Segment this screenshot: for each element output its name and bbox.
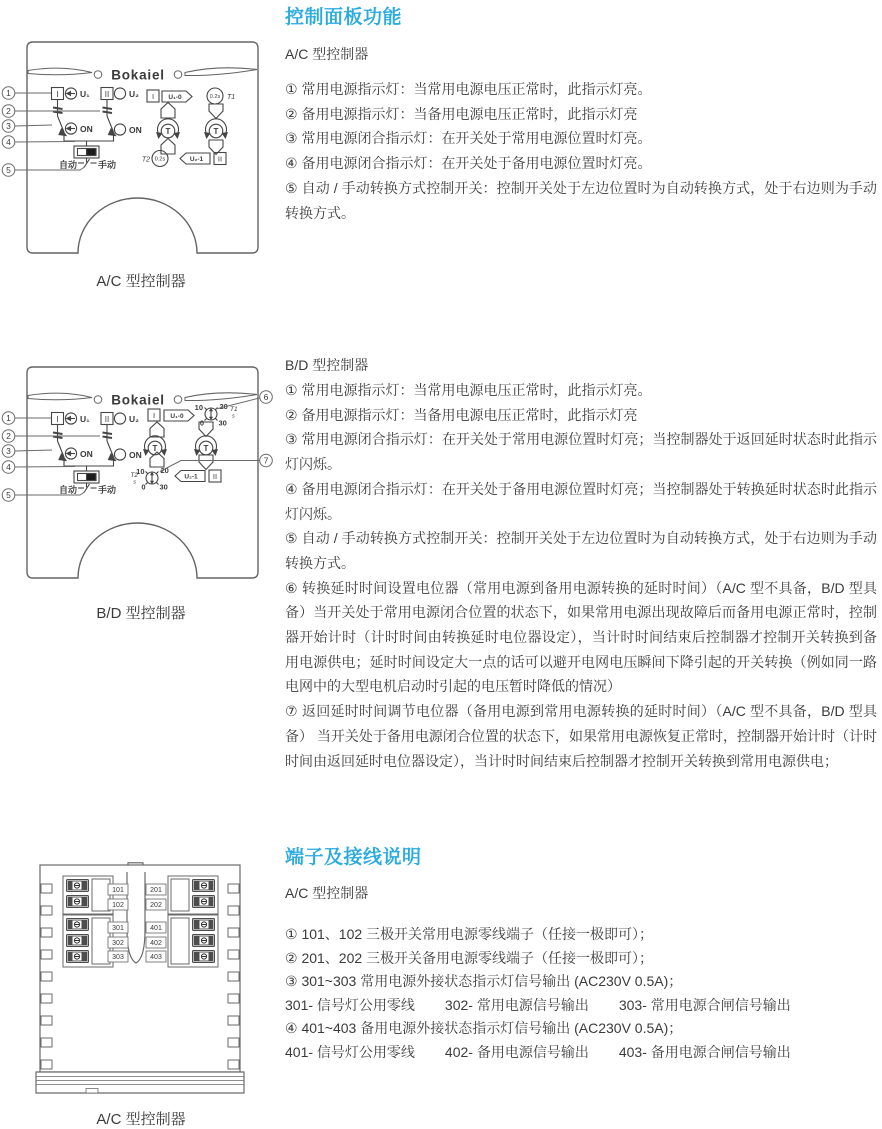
ac-item-2: ② 备用电源指示灯：当备用电源电压正常时，此指示灯亮 xyxy=(285,105,638,122)
on1-label: ON xyxy=(80,123,93,134)
t1-unit-label: s xyxy=(232,413,235,420)
figure-bd-panel xyxy=(0,365,282,623)
terminal-303: 303 xyxy=(112,954,124,961)
pos2-label: II xyxy=(104,414,110,424)
terminal-202: 202 xyxy=(150,902,162,909)
dial1-20: 20 xyxy=(219,402,228,411)
screw-terminal xyxy=(192,934,215,947)
u1-label: U₁ xyxy=(80,413,90,424)
terminal-401: 401 xyxy=(150,925,162,932)
screw-terminal xyxy=(192,918,215,931)
on2-label: ON xyxy=(129,449,142,460)
dial2-30: 30 xyxy=(159,482,168,492)
wiring-402: 402- 备用电源信号输出 xyxy=(444,1043,589,1060)
ac-item-4: ④ 备用电源闭合指示灯：在开关处于备用电源位置时灯亮。 xyxy=(285,155,652,172)
section-wiring xyxy=(285,842,877,1064)
on2-label: ON xyxy=(129,124,142,135)
wiring-301: 301- 信号灯公用零线 xyxy=(285,996,415,1013)
pos1-label: I xyxy=(56,89,59,99)
pos2-small-label: II xyxy=(212,472,218,481)
bd-subtitle: B/D 型控制器 xyxy=(285,357,369,373)
pos2-small-label: II xyxy=(217,154,223,164)
bd-item-7: ⑦ 返回延时时间调节电位器（备用电源到常用电源转换的延时时间）（A/C 型不具备，B/D 型具备） 当开关处于备用电源闭合位置的状态下，如果常用电源恢复正常时，控制器开始计时（计时时间由返回延时电位器设定），当计时时间结束后控制器才控制开关转换到常用电源供电； xyxy=(285,703,877,769)
screw-terminal xyxy=(192,879,215,892)
u2-label: U₂ xyxy=(129,88,139,99)
wiring-title: 端子及接线说明 xyxy=(285,847,422,868)
terminal-302: 302 xyxy=(112,940,124,947)
bd-panel-diagram xyxy=(0,365,282,587)
dial1-10: 10 xyxy=(194,403,203,412)
callout-1: 1 xyxy=(6,413,11,423)
dial1-0: 0 xyxy=(199,418,204,428)
wiring-item-4: ④ 401~403 备用电源外接状态指示灯信号输出 (AC230V 0.5A)； xyxy=(285,1020,683,1036)
pos1-small-label: I xyxy=(151,92,155,101)
ac-item-1: ① 常用电源指示灯：当常用电源电压正常时，此指示灯亮。 xyxy=(285,81,652,97)
wiring-302: 302- 常用电源信号输出 xyxy=(444,996,589,1013)
u2-1-label: U₂-1 xyxy=(184,473,198,481)
callout-7: 7 xyxy=(263,455,269,466)
callout-4: 4 xyxy=(6,462,11,472)
u1-label: U₁ xyxy=(80,88,90,99)
page-title: 控制面板功能 xyxy=(285,7,403,28)
ac-item-list xyxy=(285,77,877,225)
pos2-label: II xyxy=(104,89,110,99)
figure-ac-panel xyxy=(0,40,282,291)
wiring-item-2: ② 201、202 三极开关备用电源零线端子（任接一极即可）； xyxy=(285,949,654,966)
wiring-item-1: ① 101、102 三极开关常用电源零线端子（任接一极即可）； xyxy=(285,926,654,942)
manual-label: 手动 xyxy=(98,160,117,170)
wiring-303: 303- 常用电源合闸信号输出 xyxy=(618,996,791,1013)
brand-label: Bokaiel xyxy=(111,392,165,408)
dial2-10: 10 xyxy=(136,467,145,476)
terminal-101: 101 xyxy=(112,887,124,894)
ac-subtitle: A/C 型控制器 xyxy=(285,46,369,62)
screw-terminal xyxy=(66,950,89,963)
auto-label: 自动 xyxy=(58,485,77,495)
callout-2: 2 xyxy=(6,106,11,116)
section-panel-functions xyxy=(285,2,877,225)
terminal-201: 201 xyxy=(150,887,162,894)
screw-terminal xyxy=(66,879,89,892)
wiring-403: 403- 备用电源合闸信号输出 xyxy=(618,1043,791,1060)
bd-item-1: ① 常用电源指示灯：当常用电源电压正常时，此指示灯亮。 xyxy=(285,382,652,398)
bd-item-2: ② 备用电源指示灯：当备用电源电压正常时，此指示灯亮 xyxy=(285,406,638,423)
bd-panel-caption: B/D 型控制器 xyxy=(96,605,186,622)
wiring-item-3: ③ 301~303 常用电源外接状态指示灯信号输出 (AC230V 0.5A)； xyxy=(285,973,683,989)
wiring-row-300 xyxy=(285,994,877,1018)
bd-item-6: ⑥ 转换延时时间设置电位器（常用电源到备用电源转换的延时时间）（A/C 型不具备，B/D 型具备）当开关处于常用电源闭合位置的状态下，如果常用电源出现故障后而备用电源正常时，控制器开始计时（计时时间由转换延时电位器设定），当计时时间结束后控制器才控制开关转换到备用电源供电；延时时间设定大一点的话可以避开电网电压瞬间下降引起的开关转换（例如同一路电网中的大型电机启动时引起的电压暂时降低的情况） xyxy=(285,579,877,695)
callout-3: 3 xyxy=(6,121,11,131)
wiring-subtitle: A/C 型控制器 xyxy=(285,885,369,901)
terminal-caption: A/C 型控制器 xyxy=(96,1111,186,1128)
bd-item-5: ⑤ 自动 / 手动转换方式控制开关：控制开关处于左边位置时为自动转换方式，处于右边则为手动转换方式。 xyxy=(285,530,877,571)
u2-label: U₂ xyxy=(129,413,139,424)
terminal-403: 403 xyxy=(150,954,162,961)
u2-1-label: U₂-1 xyxy=(189,156,204,163)
callout-6: 6 xyxy=(263,392,269,402)
t-dial-right-label: T xyxy=(203,444,209,453)
t2-label: T2 xyxy=(130,472,138,479)
wiring-row-400 xyxy=(285,1041,877,1065)
figure-terminals xyxy=(0,862,282,1129)
t-dial-left-label: T xyxy=(152,444,158,453)
t2-label: T2 xyxy=(141,156,150,164)
terminal-diagram xyxy=(0,862,282,1095)
t2-unit-label: s xyxy=(133,479,136,486)
terminal-102: 102 xyxy=(112,902,124,909)
screw-terminal xyxy=(192,895,215,908)
screw-terminal xyxy=(192,950,215,963)
u1-0-label: U₁-0 xyxy=(168,94,182,101)
t2-timer-label: 0.2s xyxy=(154,156,166,163)
ac-item-3: ③ 常用电源闭合指示灯：在开关处于常用电源位置时灯亮。 xyxy=(285,130,652,147)
ac-panel-diagram xyxy=(0,40,282,262)
t-dial-right-label: T xyxy=(213,127,219,136)
on1-label: ON xyxy=(80,448,93,459)
auto-label: 自动 xyxy=(58,160,77,170)
screw-terminal xyxy=(66,918,89,931)
bd-item-3: ③ 常用电源闭合指示灯：在开关处于常用电源位置时灯亮；当控制器处于返回延时状态时此指示灯闪烁。 xyxy=(285,431,877,473)
terminal-402: 402 xyxy=(150,940,162,947)
callout-1: 1 xyxy=(6,88,11,98)
dial2-0: 0 xyxy=(141,482,146,492)
wiring-item-list xyxy=(285,923,877,1064)
brand-label: Bokaiel xyxy=(111,67,165,83)
pos1-label: I xyxy=(56,414,59,424)
callout-4: 4 xyxy=(6,137,11,147)
bd-item-4: ④ 备用电源闭合指示灯：在开关处于备用电源位置时灯亮；当控制器处于转换延时状态时此指示灯闪烁。 xyxy=(285,480,877,522)
bd-item-list xyxy=(285,378,877,773)
manual-label: 手动 xyxy=(98,485,117,495)
t1-label: T1 xyxy=(230,406,238,413)
screw-terminal xyxy=(66,895,89,908)
t1-timer-label: 0.2s xyxy=(209,94,221,101)
screw-terminal xyxy=(66,934,89,947)
callout-2: 2 xyxy=(6,431,11,441)
ac-panel-caption: A/C 型控制器 xyxy=(96,273,186,290)
dial2-20: 20 xyxy=(160,466,169,475)
pos1-small-label: I xyxy=(152,411,156,420)
t1-label: T1 xyxy=(227,94,236,101)
callout-5: 5 xyxy=(6,165,11,175)
section-bd-functions xyxy=(285,355,877,773)
callout-3: 3 xyxy=(6,446,11,456)
ac-item-5: ⑤ 自动 / 手动转换方式控制开关：控制开关处于左边位置时为自动转换方式，处于右边则为手动转换方式。 xyxy=(285,179,877,221)
dial1-30: 30 xyxy=(218,418,227,428)
wiring-401: 401- 信号灯公用零线 xyxy=(285,1043,415,1060)
t-dial-left-label: T xyxy=(165,127,171,136)
terminal-301: 301 xyxy=(112,925,124,932)
u1-0-label: U₁-0 xyxy=(170,413,184,420)
callout-5: 5 xyxy=(6,490,11,500)
